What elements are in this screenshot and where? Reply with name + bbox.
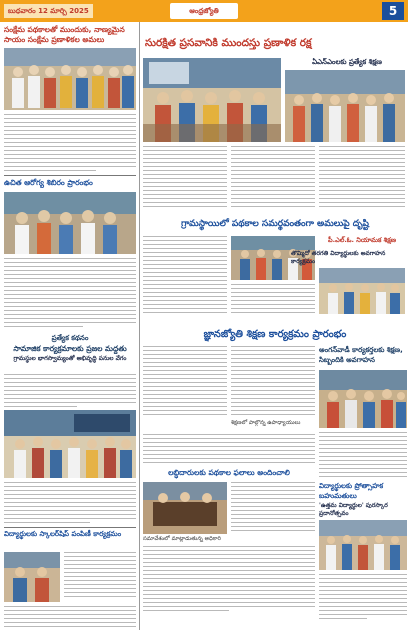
main-story-photo (143, 58, 281, 142)
main-story-body-col2 (231, 146, 315, 210)
left-story4-headline: విద్యార్థులకు స్కాలర్‌షిప్ పంపిణీ కార్యక్రమం (4, 530, 122, 538)
left-story2-headline: ఉచిత ఆరోగ్య శిబిరం ప్రారంభం (4, 178, 93, 187)
story2-body-col2 (231, 284, 315, 316)
story6-subhead: 'ఉత్తమ విద్యార్థుల' పురస్కార ప్రదానోత్సవం (319, 502, 388, 517)
story6-body (319, 574, 407, 622)
story2-subhead: తొమ్మిదో తరగతి విద్యార్థులకు అవగాహన కార్యక్రమం (291, 250, 386, 265)
main-subhead: ఏఎన్ఎంలకు ప్రత్యేక శిక్షణ (312, 58, 382, 66)
story6-headline: విద్యార్థులకు ప్రోత్సాహక బహుమతులు (319, 482, 384, 500)
left-story2-body (4, 258, 136, 330)
page-header-bar (0, 0, 408, 22)
newspaper-name: ఆంధ్రజ్యోతి (170, 3, 238, 19)
story5-headline: లబ్ధిదారులకు పథకాల ఫలాలు అందించాలి (168, 468, 290, 477)
left-story1-body (4, 114, 136, 174)
story3-body-col1 (143, 346, 227, 418)
left-story3-headline: సామాజిక కార్యక్రమాలకు ప్రజల మద్దతు (13, 344, 127, 353)
left-story4-body (64, 552, 136, 600)
left-story4-body2 (4, 606, 136, 630)
left-story4-photo (4, 552, 60, 602)
main-story-body-col1 (143, 146, 227, 210)
left-story3-label: ప్రత్యేక కథనం (51, 334, 89, 342)
story5-body-wide (143, 546, 315, 614)
story5-body (231, 482, 315, 534)
story3-headline: జ్ఞానజ్యోతి శిక్షణ కార్యక్రమం ప్రారంభం (203, 329, 347, 340)
left-story3-body2 (4, 482, 136, 526)
left-story1-headline: సంక్షేమ పథకాలతో ముందుకు, నాణ్యమైన సాయం సంక్షేమ ప్రణాళికల అమలు (4, 25, 125, 44)
left-column (0, 22, 140, 630)
story2-byline: పీ.ఎల్.ఓ. నియామక శిక్షణ (328, 236, 396, 244)
main-headline: సురక్షిత ప్రసవానికి ముందస్తు ప్రణాళిక రక్ష (145, 37, 312, 49)
left-story2-photo (4, 192, 136, 254)
left-story3-body (4, 374, 136, 410)
story5-photo (143, 482, 227, 534)
story6-photo (319, 520, 407, 570)
main-story-body-col3 (319, 146, 405, 210)
right-column (141, 22, 408, 630)
page-number: 5 (382, 2, 404, 20)
story3-body-wide (143, 434, 315, 466)
photo-caption-1: శిక్షణలో పాల్గొన్న ఉపాధ్యాయులు (231, 420, 301, 426)
story4-photo (319, 370, 407, 428)
left-story3-photo (4, 410, 136, 478)
main-story-photo-2 (285, 70, 405, 142)
left-story3-subhead: గ్రామస్థుల భాగస్వామ్యంతో అభివృద్ధి పనుల వేగం (13, 355, 127, 362)
story4-headline: అంగన్‌వాడీ కార్యకర్తలకు శిక్షణ, సిబ్బందికి అవగాహన (319, 346, 403, 364)
story3-body-col2 (231, 346, 315, 418)
story4-body (319, 432, 407, 480)
story2-headline: గ్రామస్థాయిలో పథకాల సమర్థవంతంగా అమలుపై దృష్టి (181, 219, 369, 229)
photo-caption-2: సమావేశంలో మాట్లాడుతున్న అధికారి (143, 536, 221, 542)
left-story1-photo (4, 48, 136, 110)
issue-date: బుధవారం 12 మార్చి 2025 (4, 4, 93, 18)
story2-body-col1 (143, 236, 227, 316)
story2-photo-2 (319, 268, 405, 314)
